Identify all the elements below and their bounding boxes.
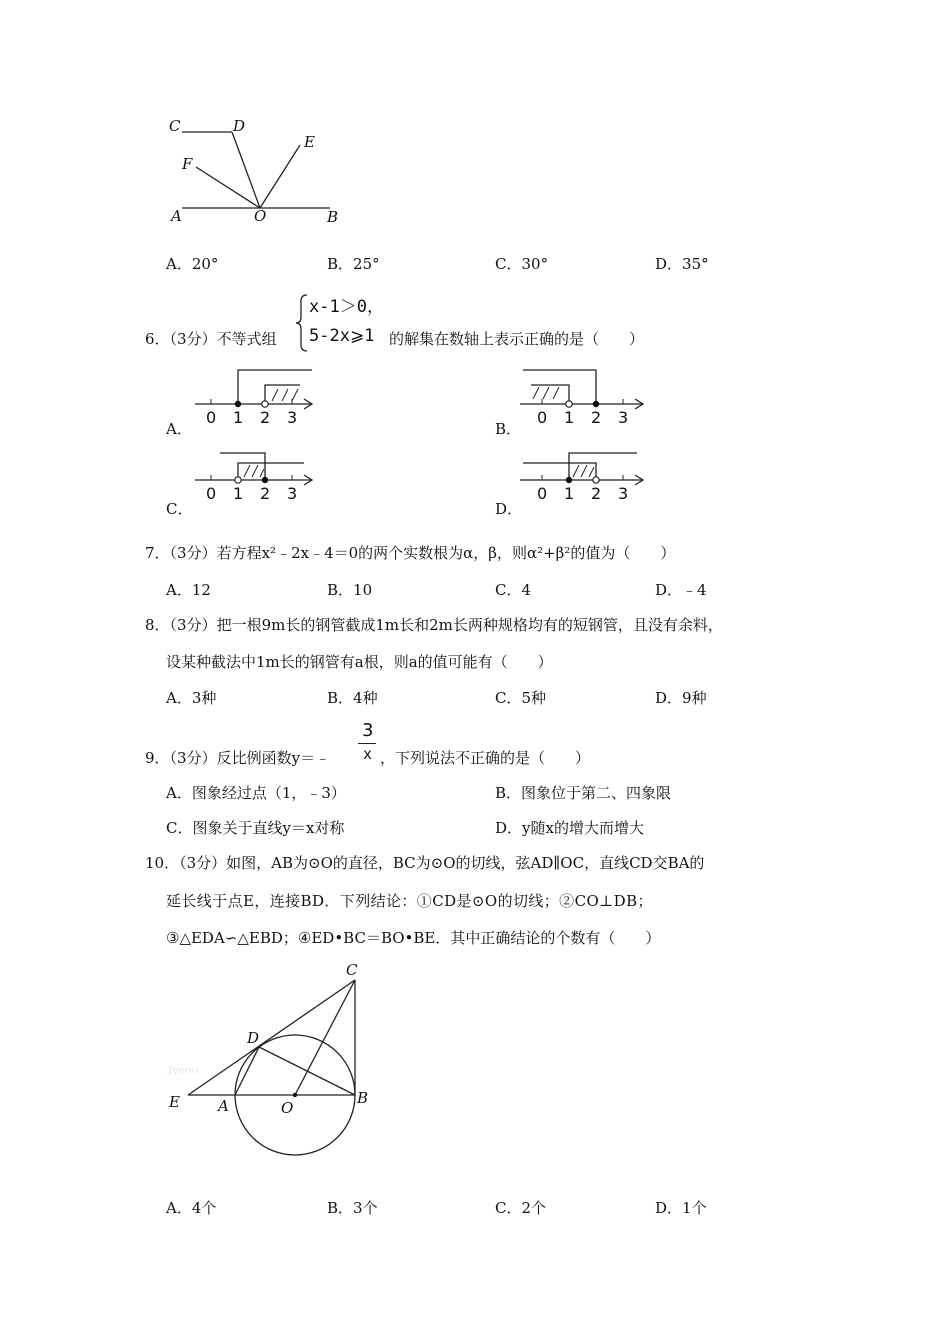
- q10-score: （3分）: [179, 854, 227, 872]
- q10-label-a: A: [218, 1097, 229, 1115]
- q6b-tick-3: 3: [618, 408, 629, 427]
- q9-number: 9．: [145, 749, 170, 767]
- q6c-tick-2: 2: [260, 484, 271, 503]
- q5-label-b: B: [327, 208, 339, 226]
- q9-stem-after: ，下列说法不正确的是（ ）: [380, 749, 591, 767]
- q8-stem-line1: [145, 615, 723, 635]
- q5-label-a: A: [171, 207, 182, 225]
- q6-option-d-letter: D．: [495, 500, 523, 518]
- q5-label-c: C: [169, 117, 181, 135]
- q8-score: （3分）: [169, 616, 217, 634]
- q5-option-b: B．25°: [327, 255, 380, 273]
- q9-option-d: D．y随x的增大而增大: [495, 819, 644, 837]
- q5-label-e: E: [304, 133, 315, 151]
- q8-line1: 把一根9m长的钢管截成1m长和2m长两种规格均有的短钢管，且没有余料，: [216, 616, 723, 634]
- q10-number: 10．: [145, 854, 180, 872]
- q6-system-line1: x-1＞0，: [309, 297, 384, 317]
- q9-stem: [145, 748, 330, 768]
- q9-fraction-numerator: 3: [362, 720, 374, 741]
- q6b-tick-2: 2: [591, 408, 602, 427]
- q6-option-b-letter: B．: [495, 420, 522, 438]
- q10-label-d: D: [247, 1029, 260, 1047]
- q10-option-a: A．4个: [166, 1199, 217, 1217]
- q6-stem-after: 的解集在数轴上表示正确的是（ ）: [389, 330, 645, 348]
- q10-label-e: E: [169, 1093, 180, 1111]
- q6b-tick-1: 1: [564, 408, 575, 427]
- q10-stem-line1: [145, 853, 704, 873]
- q9-fraction-bar: [358, 743, 376, 744]
- q6a-tick-1: 1: [233, 408, 244, 427]
- q9-option-c: C．图象关于直线y＝x对称: [166, 819, 345, 837]
- q7-option-c: C．4: [495, 581, 532, 599]
- q6a-tick-2: 2: [260, 408, 271, 427]
- q10-circle-figure: [160, 958, 380, 1168]
- q6-stem: [145, 329, 277, 349]
- q10-stem-line3: ③△EDA∽△EBD；④ED•BC＝BO•BE．其中正确结论的个数有（ ）: [166, 929, 661, 947]
- q8-number: 8．: [145, 616, 170, 634]
- q10-option-b: B．3个: [327, 1199, 378, 1217]
- q10-stem-line2: 延长线于点E，连接BD．下列结论：①CD是⊙O的切线；②CO⊥DB；: [166, 892, 653, 910]
- q5-label-f: F: [182, 155, 193, 173]
- q6-score: （3分）: [169, 330, 217, 348]
- q8-option-d: D．9种: [655, 689, 707, 707]
- q5-option-a: A．20°: [166, 255, 219, 273]
- q6b-tick-0: 0: [537, 408, 548, 427]
- q6a-tick-3: 3: [287, 408, 298, 427]
- q6d-tick-2: 2: [591, 484, 602, 503]
- q6-option-c-letter: C．: [166, 500, 193, 518]
- q10-watermark: Jyeoo: [168, 1064, 199, 1077]
- q10-label-c: C: [346, 961, 358, 979]
- q6-stem-before: 不等式组: [216, 330, 277, 348]
- q7-number: 7．: [145, 544, 170, 562]
- q6-system-line2: 5-2x⩾1: [309, 326, 375, 346]
- q6-number: 6．: [145, 330, 170, 348]
- q6-option-a-letter: A．: [166, 420, 192, 438]
- q6d-tick-0: 0: [537, 484, 548, 503]
- q6-system-brace: [295, 293, 309, 353]
- q9-score: （3分）: [169, 749, 217, 767]
- q8-stem-line2: 设某种截法中1m长的钢管有a根，则a的值可能有（ ）: [166, 653, 553, 671]
- q5-option-c: C．30°: [495, 255, 549, 273]
- q6a-tick-0: 0: [206, 408, 217, 427]
- q6-option-c-number-line: [190, 443, 325, 508]
- q7-score: （3分）: [169, 544, 217, 562]
- q10-label-b: B: [357, 1089, 369, 1107]
- q7-option-a: A．12: [166, 581, 211, 599]
- q5-angle-figure: [160, 110, 360, 230]
- q6c-tick-0: 0: [206, 484, 217, 503]
- q6-option-d-number-line: [515, 443, 650, 508]
- q8-option-b: B．4种: [327, 689, 378, 707]
- q9-option-b: B．图象位于第二、四象限: [495, 784, 672, 802]
- q10-option-c: C．2个: [495, 1199, 547, 1217]
- q7-option-d: D．﹣4: [655, 581, 707, 599]
- q7-text: 若方程x²﹣2x﹣4＝0的两个实数根为α，β，则α²+β²的值为（ ）: [216, 544, 676, 562]
- q6d-tick-3: 3: [618, 484, 629, 503]
- q9-stem-before: 反比例函数y＝﹣: [216, 749, 331, 767]
- q5-label-o: O: [254, 207, 267, 225]
- q6-option-a-number-line: [190, 365, 325, 430]
- q5-option-d: D．35°: [655, 255, 709, 273]
- q10-label-o: O: [281, 1099, 294, 1117]
- q10-option-d: D．1个: [655, 1199, 707, 1217]
- q7-stem: [145, 543, 675, 563]
- q6c-tick-3: 3: [287, 484, 298, 503]
- q7-option-b: B．10: [327, 581, 373, 599]
- q6d-tick-1: 1: [564, 484, 575, 503]
- q6-option-b-number-line: [515, 365, 650, 430]
- q10-line1: 如图，AB为⊙O的直径，BC为⊙O的切线，弦AD∥OC，直线CD交BA的: [226, 854, 705, 872]
- q6c-tick-1: 1: [233, 484, 244, 503]
- q9-option-a: A．图象经过点（1，﹣3）: [166, 784, 346, 802]
- q8-option-c: C．5种: [495, 689, 547, 707]
- q9-fraction-denominator: x: [363, 745, 373, 763]
- q5-label-d: D: [233, 117, 246, 135]
- q8-option-a: A．3种: [166, 689, 217, 707]
